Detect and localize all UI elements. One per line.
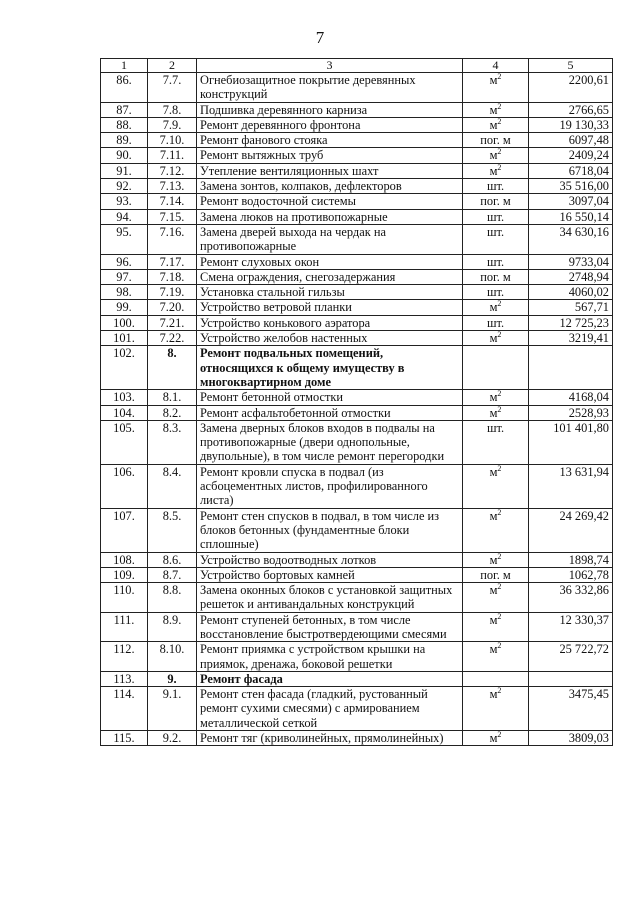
price-value: 567,71 — [529, 300, 613, 315]
work-name: Замена люков на противопожарные — [197, 209, 463, 224]
item-code: 9.2. — [148, 731, 197, 746]
item-code: 7.11. — [148, 148, 197, 163]
price-value: 4168,04 — [529, 390, 613, 405]
unit-of-measure: $м^2$ — [463, 73, 529, 103]
work-name: Устройство бортовых камней — [197, 567, 463, 582]
row-number: 107. — [101, 508, 148, 552]
price-value: 3475,45 — [529, 687, 613, 731]
header-row — [101, 59, 613, 73]
row-number: 88. — [101, 117, 148, 132]
unit-of-measure: $м^2$ — [463, 464, 529, 508]
table-row — [101, 148, 613, 163]
row-number: 111. — [101, 612, 148, 642]
unit-of-measure: $м^2$ — [463, 552, 529, 567]
table-row — [101, 194, 613, 209]
price-value: 6097,48 — [529, 133, 613, 148]
table-row — [101, 552, 613, 567]
price-value: 1062,78 — [529, 567, 613, 582]
work-name: Ремонт бетонной отмостки — [197, 390, 463, 405]
item-code: 7.17. — [148, 254, 197, 269]
table-row — [101, 117, 613, 132]
item-code: 8. — [148, 346, 197, 390]
unit-of-measure: $м^2$ — [463, 331, 529, 346]
row-number: 101. — [101, 331, 148, 346]
price-value: 16 550,14 — [529, 209, 613, 224]
unit-of-measure: $м^2$ — [463, 405, 529, 420]
header-col-3: 3 — [197, 59, 463, 73]
item-code: 7.7. — [148, 73, 197, 103]
price-value: 12 330,37 — [529, 612, 613, 642]
price-value: 2200,61 — [529, 73, 613, 103]
price-value: 13 631,94 — [529, 464, 613, 508]
unit-of-measure: $м^2$ — [463, 117, 529, 132]
table-row — [101, 420, 613, 464]
table-row — [101, 163, 613, 178]
unit-of-measure: шт. — [463, 285, 529, 300]
item-code: 7.15. — [148, 209, 197, 224]
price-value: 19 130,33 — [529, 117, 613, 132]
row-number: 92. — [101, 179, 148, 194]
price-table — [100, 58, 613, 746]
row-number: 96. — [101, 254, 148, 269]
work-name: Замена зонтов, колпаков, дефлекторов — [197, 179, 463, 194]
table-header — [101, 59, 613, 73]
item-code: 7.19. — [148, 285, 197, 300]
row-number: 112. — [101, 642, 148, 672]
price-value: 2748,94 — [529, 269, 613, 284]
item-code: 7.14. — [148, 194, 197, 209]
row-number: 86. — [101, 73, 148, 103]
unit-of-measure: пог. м — [463, 194, 529, 209]
table-row — [101, 612, 613, 642]
row-number: 97. — [101, 269, 148, 284]
unit-of-measure — [463, 671, 529, 686]
price-value: 3809,03 — [529, 731, 613, 746]
header-col-4: 4 — [463, 59, 529, 73]
row-number: 105. — [101, 420, 148, 464]
unit-of-measure: шт. — [463, 254, 529, 269]
table-row — [101, 224, 613, 254]
unit-of-measure: $м^2$ — [463, 687, 529, 731]
row-number: 108. — [101, 552, 148, 567]
price-value: 1898,74 — [529, 552, 613, 567]
table-row — [101, 331, 613, 346]
work-name: Замена дверей выхода на чердак на противопожарные — [197, 224, 463, 254]
work-name: Огнебиозащитное покрытие деревянных конструкций — [197, 73, 463, 103]
row-number: 95. — [101, 224, 148, 254]
row-number: 87. — [101, 102, 148, 117]
unit-of-measure: $м^2$ — [463, 390, 529, 405]
table-row — [101, 731, 613, 746]
table-row — [101, 133, 613, 148]
row-number: 106. — [101, 464, 148, 508]
unit-of-measure: $м^2$ — [463, 148, 529, 163]
item-code: 7.13. — [148, 179, 197, 194]
unit-of-measure: шт. — [463, 179, 529, 194]
unit-of-measure: шт. — [463, 209, 529, 224]
row-number: 110. — [101, 583, 148, 613]
work-name: Ремонт фасада — [197, 671, 463, 686]
table-row — [101, 390, 613, 405]
section-row — [101, 346, 613, 390]
item-code: 8.7. — [148, 567, 197, 582]
row-number: 113. — [101, 671, 148, 686]
header-col-5: 5 — [529, 59, 613, 73]
table-row — [101, 687, 613, 731]
row-number: 104. — [101, 405, 148, 420]
work-name: Установка стальной гильзы — [197, 285, 463, 300]
row-number: 94. — [101, 209, 148, 224]
work-name: Утепление вентиляционных шахт — [197, 163, 463, 178]
item-code: 7.18. — [148, 269, 197, 284]
unit-of-measure: $м^2$ — [463, 508, 529, 552]
page-number: 7 — [315, 28, 325, 47]
item-code: 7.10. — [148, 133, 197, 148]
row-number: 93. — [101, 194, 148, 209]
item-code: 7.22. — [148, 331, 197, 346]
table-row — [101, 508, 613, 552]
header-col-1: 1 — [101, 59, 148, 73]
item-code: 8.5. — [148, 508, 197, 552]
unit-of-measure: $м^2$ — [463, 612, 529, 642]
price-value: 6718,04 — [529, 163, 613, 178]
item-code: 9. — [148, 671, 197, 686]
item-code: 8.10. — [148, 642, 197, 672]
price-value: 3219,41 — [529, 331, 613, 346]
item-code: 7.12. — [148, 163, 197, 178]
item-code: 7.21. — [148, 315, 197, 330]
work-name: Устройство ветровой планки — [197, 300, 463, 315]
price-value: 3097,04 — [529, 194, 613, 209]
unit-of-measure: пог. м — [463, 269, 529, 284]
work-name: Ремонт водосточной системы — [197, 194, 463, 209]
price-value: 36 332,86 — [529, 583, 613, 613]
unit-of-measure: пог. м — [463, 133, 529, 148]
row-number: 109. — [101, 567, 148, 582]
work-name: Устройство водоотводных лотков — [197, 552, 463, 567]
price-value: 2409,24 — [529, 148, 613, 163]
price-value: 9733,04 — [529, 254, 613, 269]
work-name: Ремонт кровли спуска в подвал (из асбоцементных листов, профилированного листа) — [197, 464, 463, 508]
unit-of-measure: $м^2$ — [463, 642, 529, 672]
table-row — [101, 405, 613, 420]
work-name: Ремонт вытяжных труб — [197, 148, 463, 163]
header-col-2: 2 — [148, 59, 197, 73]
price-value: 2766,65 — [529, 102, 613, 117]
work-name: Замена оконных блоков с установкой защитных решеток и антивандальных конструкций — [197, 583, 463, 613]
work-name: Устройство желобов настенных — [197, 331, 463, 346]
work-name: Ремонт приямка с устройством крышки на приямок, дренажа, боковой решетки — [197, 642, 463, 672]
price-value: 12 725,23 — [529, 315, 613, 330]
table-row — [101, 285, 613, 300]
price-value: 101 401,80 — [529, 420, 613, 464]
work-name: Ремонт слуховых окон — [197, 254, 463, 269]
item-code: 7.9. — [148, 117, 197, 132]
row-number: 90. — [101, 148, 148, 163]
unit-of-measure: $м^2$ — [463, 300, 529, 315]
table-row — [101, 209, 613, 224]
work-name: Ремонт ступеней бетонных, в том числе восстановление быстротвердеющими смесями — [197, 612, 463, 642]
item-code: 8.1. — [148, 390, 197, 405]
work-name: Ремонт стен спусков в подвал, в том числе из блоков бетонных (фундаментные блоки сплошные) — [197, 508, 463, 552]
item-code: 8.2. — [148, 405, 197, 420]
price-value: 2528,93 — [529, 405, 613, 420]
table-row — [101, 254, 613, 269]
price-value: 24 269,42 — [529, 508, 613, 552]
row-number: 100. — [101, 315, 148, 330]
unit-of-measure: пог. м — [463, 567, 529, 582]
table-row — [101, 642, 613, 672]
row-number: 99. — [101, 300, 148, 315]
item-code: 7.20. — [148, 300, 197, 315]
work-name: Смена ограждения, снегозадержания — [197, 269, 463, 284]
table-row — [101, 464, 613, 508]
table-row — [101, 300, 613, 315]
unit-of-measure: шт. — [463, 420, 529, 464]
table-body — [101, 73, 613, 746]
unit-of-measure: $м^2$ — [463, 163, 529, 178]
unit-of-measure: шт. — [463, 224, 529, 254]
table-row — [101, 179, 613, 194]
row-number: 98. — [101, 285, 148, 300]
work-name: Ремонт деревянного фронтона — [197, 117, 463, 132]
price-value: 34 630,16 — [529, 224, 613, 254]
item-code: 9.1. — [148, 687, 197, 731]
unit-of-measure: $м^2$ — [463, 102, 529, 117]
table-row — [101, 102, 613, 117]
unit-of-measure: $м^2$ — [463, 731, 529, 746]
item-code: 7.8. — [148, 102, 197, 117]
work-name: Ремонт тяг (криволинейных, прямолинейных) — [197, 731, 463, 746]
section-row — [101, 671, 613, 686]
row-number: 115. — [101, 731, 148, 746]
item-code: 8.9. — [148, 612, 197, 642]
work-name: Ремонт асфальтобетонной отмостки — [197, 405, 463, 420]
work-name: Ремонт подвальных помещений, относящихся к общему имуществу в многоквартирном доме — [197, 346, 463, 390]
table-row — [101, 73, 613, 103]
unit-of-measure: $м^2$ — [463, 583, 529, 613]
item-code: 7.16. — [148, 224, 197, 254]
table-row — [101, 583, 613, 613]
row-number: 102. — [101, 346, 148, 390]
work-name: Устройство конькового аэратора — [197, 315, 463, 330]
item-code: 8.6. — [148, 552, 197, 567]
work-name: Замена дверных блоков входов в подвалы на противопожарные (двери однопольные, двупольные), в том числе ремонт перегородки — [197, 420, 463, 464]
row-number: 114. — [101, 687, 148, 731]
price-value: 4060,02 — [529, 285, 613, 300]
table-row — [101, 567, 613, 582]
price-value: 25 722,72 — [529, 642, 613, 672]
table-row — [101, 269, 613, 284]
price-value — [529, 346, 613, 390]
work-name: Подшивка деревянного карниза — [197, 102, 463, 117]
item-code: 8.8. — [148, 583, 197, 613]
work-name: Ремонт фанового стояка — [197, 133, 463, 148]
unit-of-measure — [463, 346, 529, 390]
unit-of-measure: шт. — [463, 315, 529, 330]
row-number: 89. — [101, 133, 148, 148]
table-row — [101, 315, 613, 330]
price-value — [529, 671, 613, 686]
row-number: 91. — [101, 163, 148, 178]
row-number: 103. — [101, 390, 148, 405]
work-name: Ремонт стен фасада (гладкий, рустованный ремонт сухими смесями) с армированием металлической сеткой — [197, 687, 463, 731]
price-value: 35 516,00 — [529, 179, 613, 194]
item-code: 8.4. — [148, 464, 197, 508]
item-code: 8.3. — [148, 420, 197, 464]
